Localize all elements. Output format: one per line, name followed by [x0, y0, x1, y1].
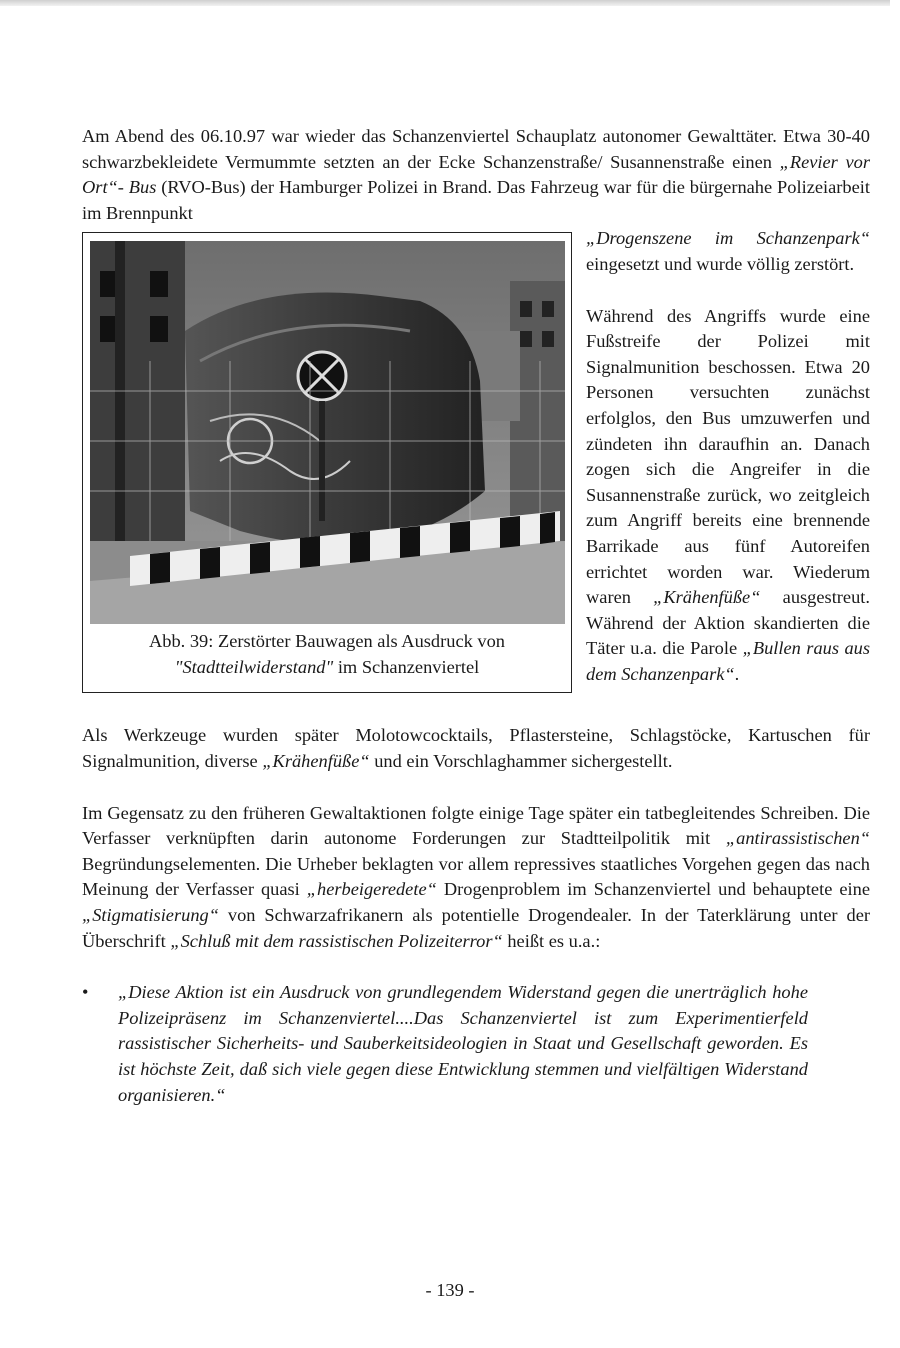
scan-edge: [0, 0, 890, 6]
figure-text-block: [82, 226, 870, 697]
figure-39: [82, 232, 572, 693]
paragraph-1-continued: „Drogenszene im Schanzenpark“ eingesetzt und wurde völlig zerstört.: [586, 228, 870, 274]
paragraph-3: Als Werkzeuge wurden später Molotowcocktails, Pflastersteine, Schlagstöcke, Kartuschen für Signalmunition, diverse „Krähenfüße“ und ein Vorschlaghammer sichergestellt.: [82, 725, 870, 771]
figure-caption: Abb. 39: Zerstörter Bauwagen als Ausdruck von "Stadtteilwiderstand" im Schanzenviertel: [149, 631, 505, 677]
document-page: [82, 124, 870, 1108]
bullet-icon: •: [82, 982, 89, 1003]
paragraph-1: Am Abend des 06.10.97 war wieder das Schanzenviertel Schauplatz autonomer Gewalttäter. Etwa 30-40 schwarzbekleidete Vermummte setzten an der Ecke Schanzenstraße/ Susannenstraße einen „Revier vor Ort“- Bus (RVO-Bus) der Hamburger Polizei in Brand. Das Fahrzeug war für die bürgernahe Polizeiarbeit im Brennpunkt: [82, 126, 870, 223]
quote-text: „Diese Aktion ist ein Ausdruck von grundlegendem Widerstand gegen die unerträglich hohe Polizeipräsenz im Schanzenviertel....Das Schanzenviertel ist zum Experimentierfeld rassistischer Sicherheits- und Sauberkeitsideologien in Staat und Gesellschaft geworden. Es ist höchste Zeit, daß sich viele gegen diese Entwicklung stemmen und vielfältigen Widerstand organisieren.“: [118, 982, 808, 1105]
photo-image: [90, 241, 565, 624]
paragraph-4: Im Gegensatz zu den früheren Gewaltaktionen folgte einige Tage später ein tatbegleitendes Schreiben. Die Verfasser verknüpften darin autonome Forderungen zur Stadtteilpolitik mit „antirassistischen“ Begründungselementen. Die Urheber beklagten vor allem repressives staatliches Vorgehen gegen das nach Meinung der Verfasser quasi „herbeigeredete“ Drogenproblem im Schanzenviertel und behauptete eine „Stigmatisierung“ von Schwarzafrikanern als potentielle Drogendealer. In der Taterklärung unter der Überschrift „Schluß mit dem rassistischen Polizeiterror“ heißt es u.a.:: [82, 802, 870, 951]
page-number: - 139 -: [425, 1280, 475, 1300]
photo-destroyed-trailer: [90, 241, 565, 624]
paragraph-2: Während des Angriffs wurde eine Fußstreife der Polizei mit Signalmunition beschossen. Etwa 20 Personen versuchten zunächst erfolglos, den Bus umzuwerfen und zündeten ihn daraufhin an. Danach zogen sich die Angreifer in die Susannenstraße zurück, wo zeitgleich zum Angriff bereits eine brennende Barrikade aus fünf Autoreifen errichtet worden war. Wiederum waren „Krähenfüße“ ausgestreut. Während der Aktion skandierten die Täter u.a. die Parole „Bullen raus aus dem Schanzenpark“.: [586, 305, 870, 684]
quote-list-item: [82, 980, 808, 1108]
